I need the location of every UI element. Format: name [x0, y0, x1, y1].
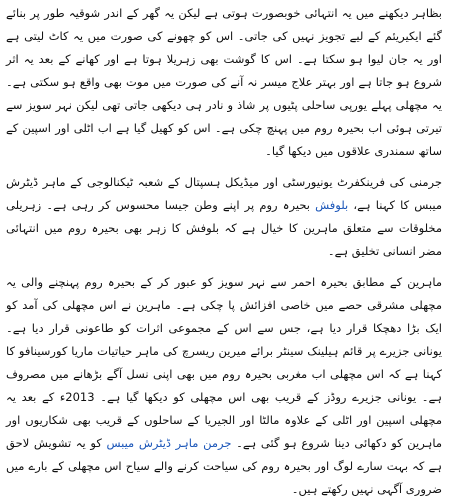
expert-name-link[interactable]: جرمن ماہر ڈیٹرش میبس	[106, 436, 232, 450]
article-paragraph-1	[6, 2, 442, 163]
article-body	[6, 2, 442, 501]
paragraph-1-text: بظاہر دیکھنے میں یہ انتہائی خوبصورت ہوتی ہے لیکن یہ گھر کے اندر شوقیہ طور پر بنائے گئے ایکیریئم کے لیے تجویز نہیں کی جاتی۔ اس کو چھونے کی صورت میں یہ کاٹ لیتی ہے اور یہ جان لیوا ہو سکتا ہے۔ اس کا گوشت بھی زہریلا ہوتا ہے اور کھانے کے بعد یہ اثر شروع ہو جاتا ہے اور بہتر علاج میسر نہ آنے کی صورت میں موت بھی واقع ہو سکتی ہے۔ یہ مچھلی پہلے یورپی ساحلی پٹیوں پر شاذ و نادر ہی دیکھی جاتی تھی لیکن نہر سویز سے تیرتی ہوئی اب بحیرہ روم میں پہنچ چکی ہے۔ اس کو کھیل گیا ہے اب اٹلی اور اسپین کے ساتھ سمندری علاقوں میں دیکھا گیا۔	[6, 6, 442, 158]
article-paragraph-2	[6, 171, 442, 263]
paragraph-2-text-start: جرمنی کی فرینکفرٹ یونیورسٹی اور میڈیکل ہسپتال کے شعبہ ٹیکنالوجی کے ماہر ڈیٹرش میبس کا کہنا ہے،	[6, 175, 443, 212]
blowfish-link[interactable]: بلوفش	[315, 198, 349, 212]
paragraph-3-text-end: کو یہ تشویش لاحق ہے کہ بہت سارے لوگ اور بحیرہ روم کی سیاحت کرنے والے سیاح اس مچھلی کے بارے میں ضروری آگہی نہیں رکھتے ہیں۔	[6, 436, 442, 496]
article-paragraph-3	[6, 271, 442, 501]
paragraph-2-text-end: بحیرہ روم پر اپنے وطن جیسا محسوس کر رہی ہے۔ زہریلی مخلوقات سے متعلق ماہرین کا خیال ہے کہ بلوفش کا زہر بھی بحیرہ روم میں انتہائی مضر انسانی تخلیق ہے۔	[6, 198, 442, 258]
paragraph-3-text-start: ماہرین کے مطابق بحیرہ احمر سے نہر سویز کو عبور کر کے بحیرہ روم پہنچنے والی یہ مچھلی مشرقی حصے میں خاصی افزائش پا چکی ہے۔ ماہرین نے اس مچھلی کی آمد کو ایک بڑا دھچکا قرار دیا ہے، جس سے اس کے مجموعی اثرات کو طاعونی قرار دیا ہے۔ یونانی جزیرے پر قائم ہیلینک سینٹر برائے میرین ریسرچ کی ماہر حیاتیات ماریا کورسینافو کا کہنا ہے کہ اس مچھلی اب مغربی بحیرہ روم میں بھی اپنی نسل آگے بڑھانے میں مصروف ہے۔ یونانی جزیرے روڈز کے قریب بھی اس مچھلی کو دیکھا گیا ہے۔ 2013ء کے بعد یہ مچھلی اسپین اور اٹلی کے علاوہ مالٹا اور الجیریا کے ساحلوں کے قریب بھی شکاریوں اور ماہرین کو دکھائی دینا شروع ہو گئی ہے۔	[6, 275, 443, 450]
